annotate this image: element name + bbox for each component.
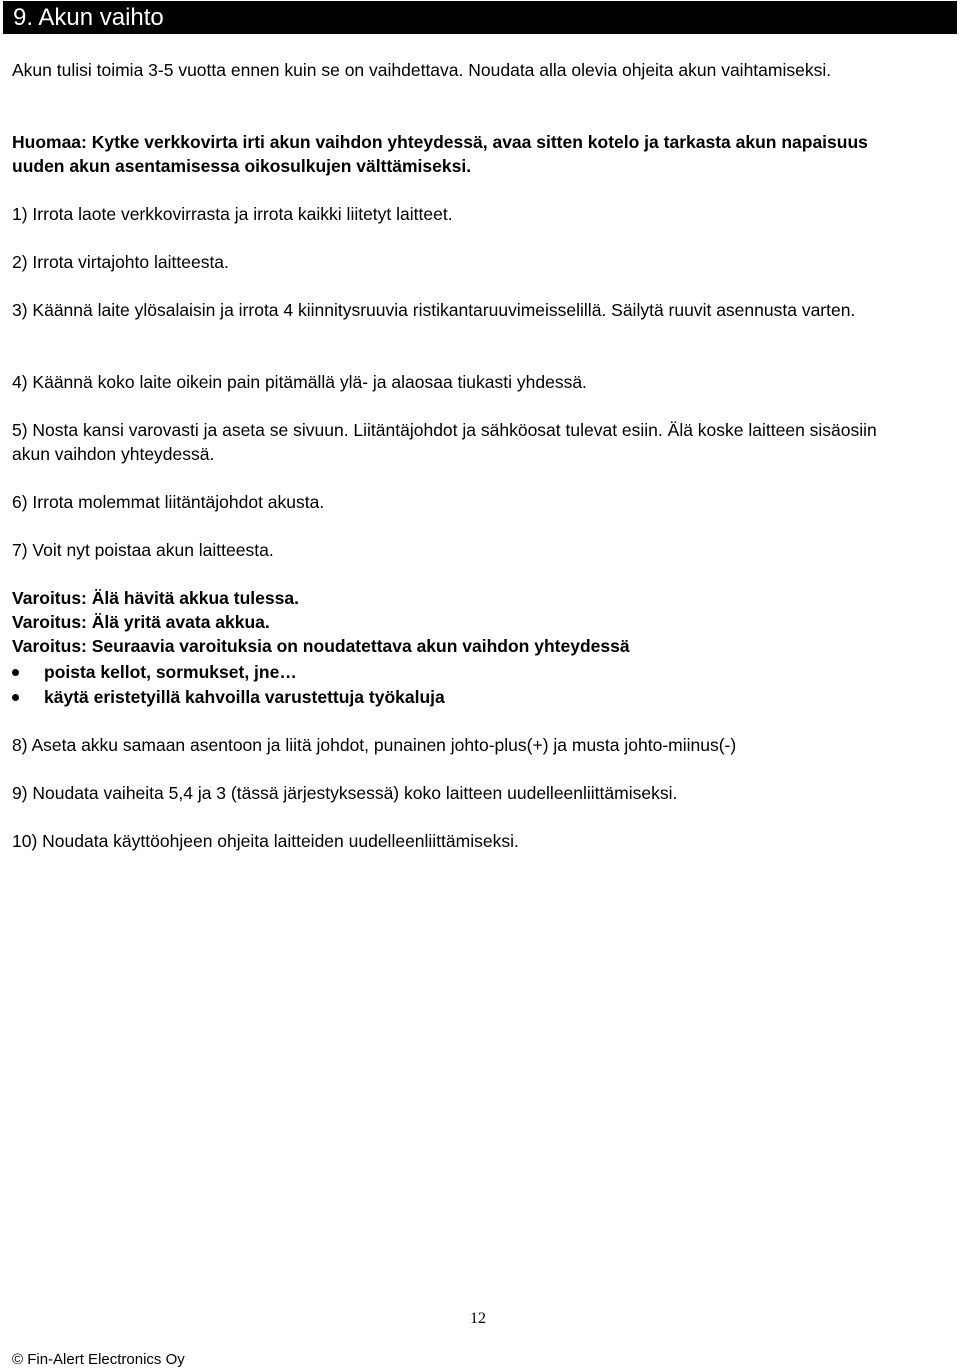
section-header-bar xyxy=(3,1,957,34)
section-title: 9. Akun vaihto xyxy=(13,4,164,31)
intro-paragraph: Akun tulisi toimia 3-5 vuotta ennen kuin se on vaihdettava. Noudata alla olevia ohjeita akun vaihtamiseksi. xyxy=(12,60,832,80)
bullet-icon xyxy=(12,669,19,676)
step-6: 6) Irrota molemmat liitäntäjohdot akusta. xyxy=(12,492,325,512)
step-2: 2) Irrota virtajohto laitteesta. xyxy=(12,252,229,272)
bullet-icon xyxy=(12,694,19,701)
step-9: 9) Noudata vaiheita 5,4 ja 3 (tässä järjestyksessä) koko laitteen uudelleenliittämiseksi. xyxy=(12,783,678,803)
step-5: 5) Nosta kansi varovasti ja aseta se sivuun. Liitäntäjohdot ja sähköosat tulevat esiin. Älä koske laitteen sisäosiin akun vaihdon yhteydessä. xyxy=(12,420,877,464)
warning-open: Varoitus: Älä yritä avata akkua. xyxy=(12,612,270,632)
page-number: 12 xyxy=(470,1310,486,1327)
step-7: 7) Voit nyt poistaa akun laitteesta. xyxy=(12,540,274,560)
step-8: 8) Aseta akku samaan asentoon ja liitä johdot, punainen johto-plus(+) ja musta johto-miinus(-) xyxy=(12,735,737,755)
notice-paragraph: Huomaa: Kytke verkkovirta irti akun vaihdon yhteydessä, avaa sitten kotelo ja tarkasta akun napaisuus uuden akun asentamisessa oikosulkujen välttämiseksi. xyxy=(12,132,868,176)
warning-fire: Varoitus: Älä hävitä akkua tulessa. xyxy=(12,588,299,608)
step-10: 10) Noudata käyttöohjeen ohjeita laitteiden uudelleenliittämiseksi. xyxy=(12,831,519,851)
warning-bullet-text: poista kellot, sormukset, jne… xyxy=(44,662,297,682)
step-3: 3) Käännä laite ylösalaisin ja irrota 4 kiinnitysruuvia ristikantaruuvimeisselillä. Säilytä ruuvit asennusta varten. xyxy=(12,300,856,320)
warning-precautions: Varoitus: Seuraavia varoituksia on noudatettava akun vaihdon yhteydessä xyxy=(12,636,630,656)
step-1: 1) Irrota laote verkkovirrasta ja irrota kaikki liitetyt laitteet. xyxy=(12,204,453,224)
footer-copyright: © Fin-Alert Electronics Oy xyxy=(12,1351,185,1368)
step-4: 4) Käännä koko laite oikein pain pitämällä ylä- ja alaosaa tiukasti yhdessä. xyxy=(12,372,587,392)
warning-bullet-text: käytä eristetyillä kahvoilla varustettuja työkaluja xyxy=(44,687,445,707)
